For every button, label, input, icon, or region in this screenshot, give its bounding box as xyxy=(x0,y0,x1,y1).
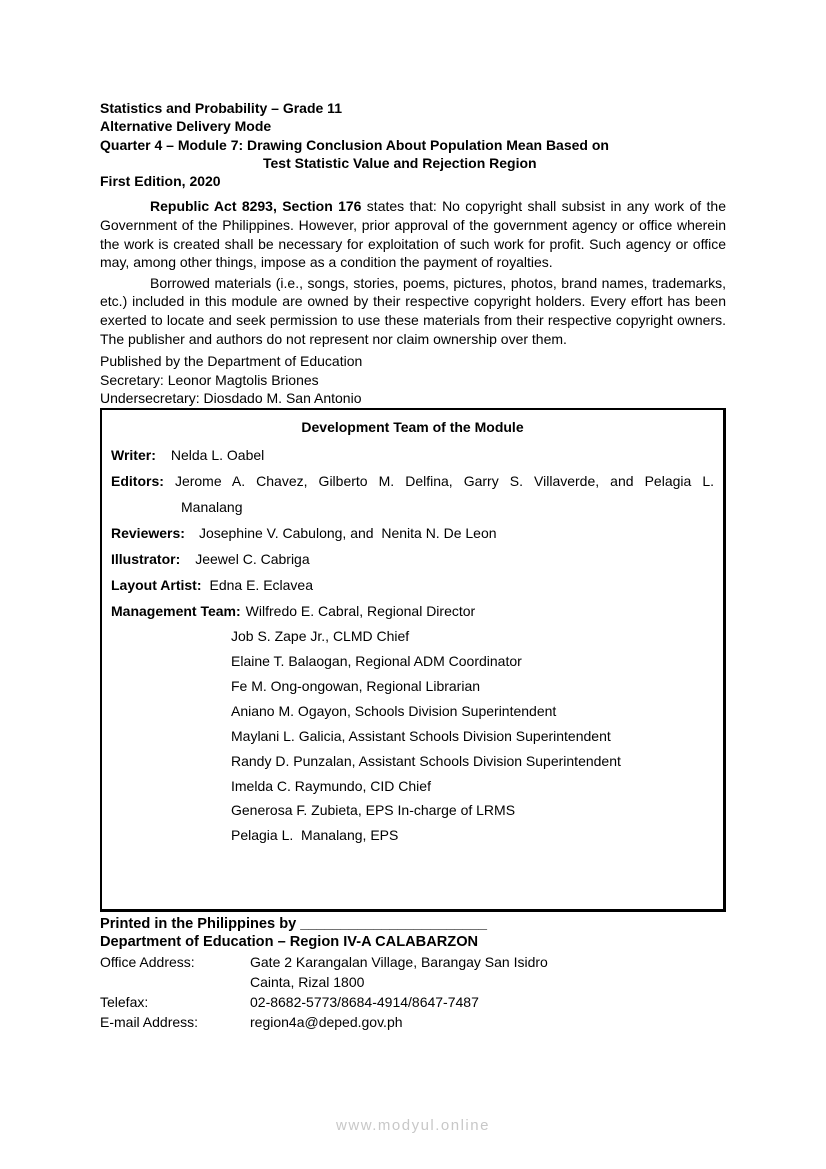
development-team-title: Development Team of the Module xyxy=(301,419,524,436)
contact-value: Gate 2 Karangalan Village, Barangay San Isidro xyxy=(250,954,548,971)
publisher-block xyxy=(100,352,726,407)
layout-artist-name: Edna E. Eclavea xyxy=(209,577,313,594)
management-team-member: Generosa F. Zubieta, EPS In-charge of LRMS xyxy=(231,802,516,819)
page-content xyxy=(100,99,726,1032)
development-team-entries xyxy=(111,442,714,848)
contact-label xyxy=(100,972,250,992)
contact-label: Telefax: xyxy=(100,994,149,1011)
header-block xyxy=(100,99,726,190)
editors-line-2 xyxy=(111,494,714,520)
contact-label: E-mail Address: xyxy=(100,1014,199,1031)
management-team-member: Imelda C. Raymundo, CID Chief xyxy=(231,777,431,794)
department-region-line: Department of Education – Region IV-A CALABARZON xyxy=(100,934,479,951)
copyright-paragraph-2: Borrowed materials (i.e., songs, stories, poems, pictures, photos, brand names, trademarks, etc.) included in this module are owned by their respective copyright holders. Every effort has been exerted to locate and seek permission to use these materials from their respective copyright owners. The publisher and authors do not represent nor claim ownership over them. xyxy=(100,274,726,347)
contact-label: Office Address: xyxy=(100,954,195,971)
republic-act-citation: Republic Act 8293, Section 176 xyxy=(150,198,362,215)
development-team-box xyxy=(100,408,726,912)
printed-in-line: Printed in the Philippines by _______________________ xyxy=(100,916,487,933)
management-team-list xyxy=(111,624,714,848)
management-team-member: Elaine T. Balaogan, Regional ADM Coordinator xyxy=(231,653,522,670)
secretary-line: Secretary: Leonor Magtolis Briones xyxy=(100,371,319,388)
illustrator-label: Illustrator: xyxy=(111,551,181,568)
management-team-member: Aniano M. Ogayon, Schools Division Superintendent xyxy=(231,702,557,719)
reviewers-row xyxy=(111,520,714,546)
module-title-line-2: Test Statistic Value and Rejection Region xyxy=(263,154,537,171)
management-team-member: Wilfredo E. Cabral, Regional Director xyxy=(245,603,476,620)
management-team-member: Maylani L. Galicia, Assistant Schools Division Superintendent xyxy=(231,727,611,744)
delivery-mode-line: Alternative Delivery Mode xyxy=(100,118,272,135)
management-team-line-1 xyxy=(111,598,714,624)
illustrator-name: Jeewel C. Cabriga xyxy=(195,551,310,568)
editors-label: Editors: xyxy=(111,473,164,490)
module-title-line: Quarter 4 – Module 7: Drawing Conclusion About Population Mean Based on xyxy=(100,136,609,153)
reviewers-names: Josephine V. Cabulong, and Nenita N. De Leon xyxy=(198,525,497,542)
editors-line-1 xyxy=(111,468,714,494)
editors-row xyxy=(111,468,714,520)
contact-table xyxy=(100,952,726,1032)
writer-row xyxy=(111,442,714,468)
management-team-member: Fe M. Ong-ongowan, Regional Librarian xyxy=(231,677,481,694)
writer-label: Writer: xyxy=(111,447,156,464)
undersecretary-line: Undersecretary: Diosdado M. San Antonio xyxy=(100,389,362,406)
management-team-label: Management Team: xyxy=(111,603,241,620)
layout-artist-row xyxy=(111,572,714,598)
illustrator-row xyxy=(111,546,714,572)
management-team-member: Job S. Zape Jr., CLMD Chief xyxy=(231,628,410,645)
watermark: www.modyul.online xyxy=(336,1117,490,1134)
footer-block xyxy=(100,915,726,1032)
copyright-paragraph-1 xyxy=(100,197,726,271)
contact-value: region4a@deped.gov.ph xyxy=(250,1014,403,1031)
published-by-line: Published by the Department of Education xyxy=(100,353,363,370)
contact-value: Cainta, Rizal 1800 xyxy=(250,974,365,991)
management-team-member: Randy D. Punzalan, Assistant Schools Division Superintendent xyxy=(231,752,621,769)
editors-names-continued: Manalang xyxy=(181,499,243,516)
reviewers-label: Reviewers: xyxy=(111,525,185,542)
layout-artist-label: Layout Artist: xyxy=(111,577,202,594)
management-team-member: Pelagia L. Manalang, EPS xyxy=(231,827,399,844)
subject-line: Statistics and Probability – Grade 11 xyxy=(100,100,342,116)
writer-name: Nelda L. Oabel xyxy=(170,447,265,464)
contact-value: 02-8682-5773/8684-4914/8647-7487 xyxy=(250,994,479,1011)
editors-names: Jerome A. Chavez, Gilberto M. Delfina, Garry S. Villaverde, and Pelagia L. xyxy=(174,473,714,490)
edition-line: First Edition, 2020 xyxy=(100,173,221,190)
copyright-paragraph-1-text: states that: No copyright shall subsist in any work of the Government of the Philippines. However, prior approval of the government agency or office wherein the work is created shall be necessary for exploitation of such work for profit. Such agency or office may, among other things, impose as a condition the payment of royalties. xyxy=(100,198,726,271)
management-team-row xyxy=(111,598,714,848)
